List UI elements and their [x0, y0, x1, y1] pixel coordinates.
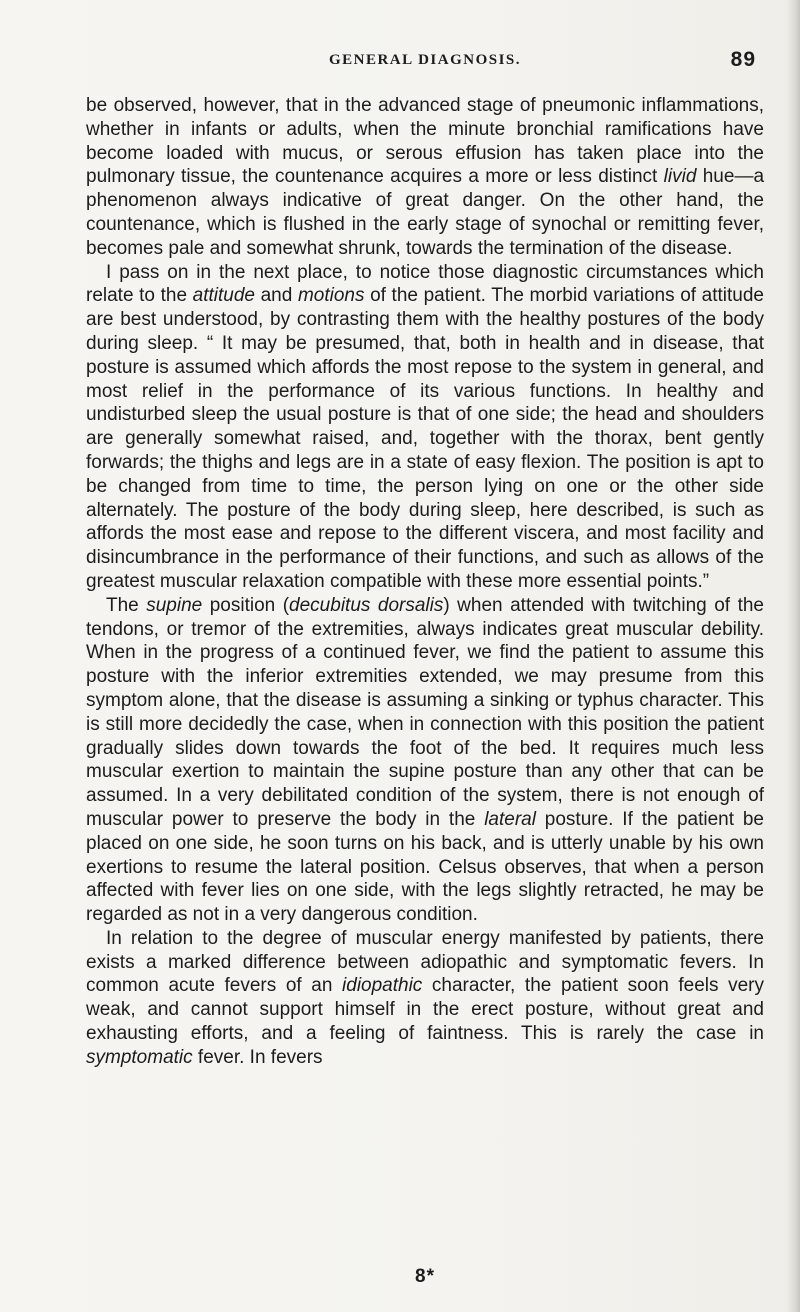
text-run: In relation to the degree of muscular energy manifested by patients, there exists a marked difference between adiopathic and symptomatic fevers. In common acute fevers of an [86, 927, 764, 997]
signature-mark: 8* [415, 1266, 435, 1287]
text-run: position ( [202, 594, 290, 616]
page-header [86, 48, 764, 82]
text-run: I pass on in the next place, to notice those diagnostic circumstances which relate to the [86, 261, 764, 307]
text-run: hue—a phenomenon always indicative of great danger. On the other hand, the countenance, which is flushed in the early stage of synochal or remitting fever, becomes pale and somewhat shrunk, towards the termination of the disease. [86, 166, 765, 259]
text-run: be observed, however, that in the advanced stage of pneumonic inflammations, whether in infants or adults, when the minute bronchial ramifications have become loaded with mucus, or serous effusion has taken place into the pulmonary tissue, the countenance acquires a more or less distinct [86, 95, 764, 188]
italic-term: attitude [192, 285, 255, 307]
body-text [86, 94, 764, 1070]
page-edge-shadow [786, 0, 800, 1312]
italic-term: lateral [484, 808, 536, 830]
text-run: of the patient. The morbid variations of attitude are best understood, by contrasting them with the healthy postures of the body during sleep. “ It may be presumed, that, both in health and in disease, that posture is assumed which affords the most repose to the system in general, and most relief in the performance of its various functions. In healthy and undisturbed sleep the usual posture is that of one side; the head and shoulders are generally somewhat raised, and, together with the thorax, bent gently forwards; the thighs and legs are in a state of easy flexion. The position is apt to be changed from time to time, the person lying on one or the other side alternately. The posture of the body during sleep, here described, is such as affords the most ease and repose to the different viscera, and most facility and disincumbrance in the performance of their functions, and such as allows of the greatest muscular relaxation compatible with these more essential points.” [86, 285, 764, 592]
paragraph [86, 594, 764, 927]
italic-term: motions [297, 285, 365, 307]
paragraph [86, 261, 764, 594]
text-run: character, the patient soon feels very weak, and cannot support himself in the erect posture, without great and exhausting efforts, and a feeling of faintness. This is rarely the case in [86, 975, 764, 1045]
paragraph [86, 94, 764, 261]
italic-term: symptomatic [86, 1046, 193, 1068]
text-run: The [106, 594, 147, 616]
italic-term: decubitus dorsalis [289, 594, 444, 616]
text-run: posture. If the patient be placed on one side, he soon turns on his back, and is utterly unable by his own exertions to resume the lateral position. Celsus observes, that when a person affected with fever lies on one side, with the legs slightly retracted, he may be regarded as not in a very dangerous condition. [86, 808, 764, 926]
paragraph [86, 927, 764, 1070]
text-run: fever. In fevers [192, 1046, 323, 1068]
page-number: 89 [730, 48, 756, 71]
italic-term: idiopathic [342, 975, 423, 997]
running-head: GENERAL DIAGNOSIS. [328, 52, 522, 68]
text-run: ) when attended with twitching of the tendons, or tremor of the extremities, always indicates great muscular debility. When in the progress of a continued fever, we find the patient to assume this posture with the inferior extremities extended, we may presume from this symptom alone, that the disease is assuming a sinking or typhus character. This is still more decidedly the case, when in connection with this position the patient gradually slides down towards the foot of the bed. It requires much less muscular exertion to maintain the supine posture than any other that can be assumed. In a very debilitated condition of the system, there is not enough of muscular power to preserve the body in the [86, 594, 764, 830]
italic-term: supine [146, 594, 203, 616]
text-run: and [254, 285, 298, 307]
italic-term: livid [663, 166, 697, 188]
